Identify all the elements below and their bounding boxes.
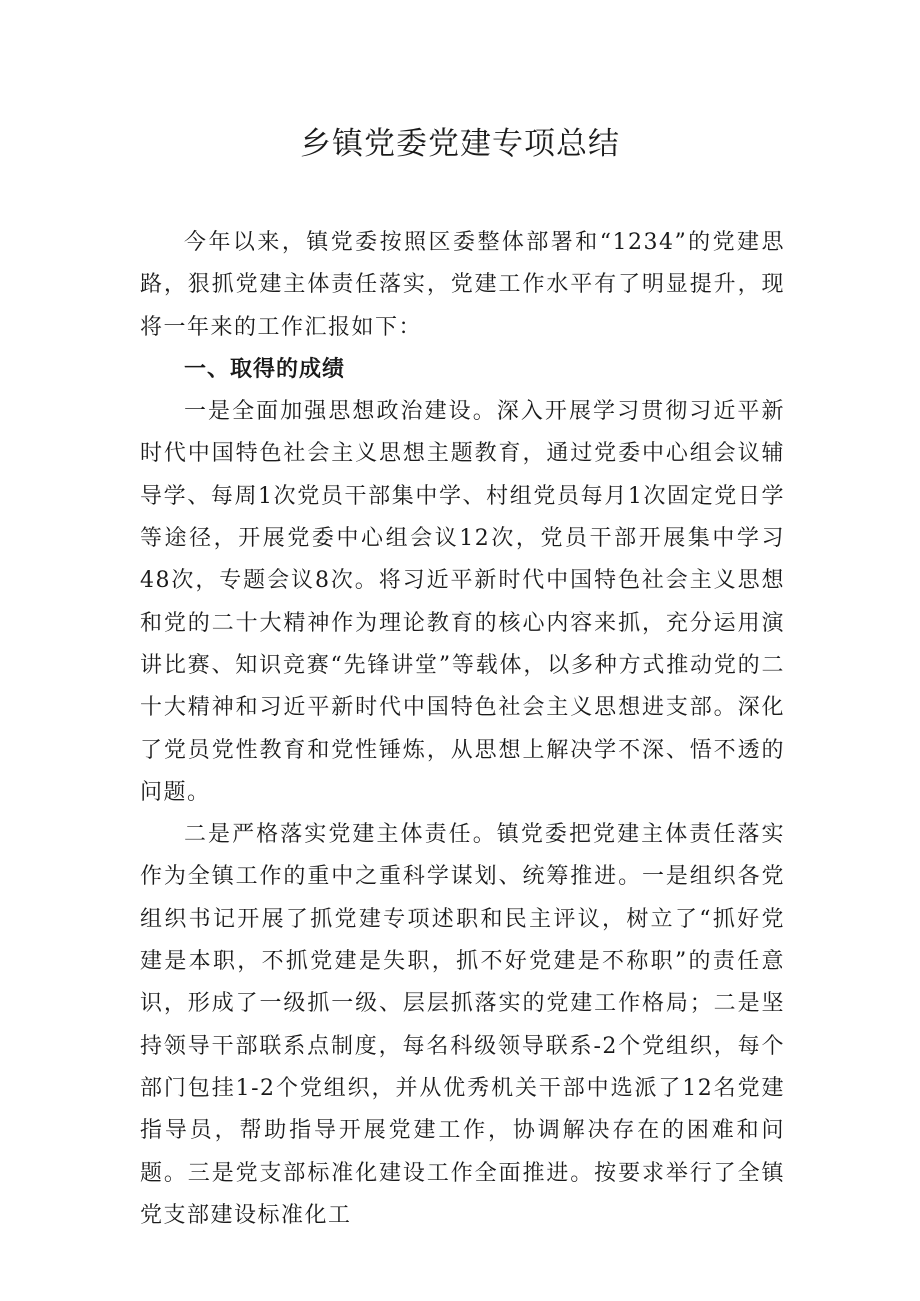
section-heading: 一、取得的成绩 — [184, 356, 346, 382]
intro-paragraph: 今年以来，镇党委按照区委整体部署和“1234”的党建思路，狠抓党建主体责任落实，党建工作水平有了明显提升，现将一年来的工作汇报如下： — [140, 230, 785, 340]
body-paragraph-1: 一是全面加强思想政治建设。深入开展学习贯彻习近平新时代中国特色社会主义思想主题教育，通过党委中心组会议辅导学、每周1次党员干部集中学、村组党员每月1次固定党日学等途径，开展党委中心组会议12次，党员干部开展集中学习48次，专题会议8次。将习近平新时代中国特色社会主义思想和党的二十大精神作为理论教育的核心内容来抓，充分运用演讲比赛、知识竞赛“先锋讲堂”等载体，以多种方式推动党的二十大精神和习近平新时代中国特色社会主义思想进支部。深化了党员党性教育和党性锤炼，从思想上解决学不深、悟不透的问题。 — [140, 399, 785, 805]
document-body — [140, 222, 785, 1237]
document-title: 乡镇党委党建专项总结 — [300, 126, 620, 162]
body-paragraph-2: 二是严格落实党建主体责任。镇党委把党建主体责任落实作为全镇工作的重中之重科学谋划、统筹推进。一是组织各党组织书记开展了抓党建专项述职和民主评议，树立了“抓好党建是本职，不抓党建是失职，抓不好党建是不称职”的责任意识，形成了一级抓一级、层层抓落实的党建工作格局；二是坚持领导干部联系点制度，每名科级领导联系-2个党组织，每个部门包挂1-2个党组织，并从优秀机关干部中选派了12名党建指导员，帮助指导开展党建工作，协调解决存在的困难和问题。三是党支部标准化建设工作全面推进。按要求举行了全镇党支部建设标准化工 — [140, 822, 785, 1228]
